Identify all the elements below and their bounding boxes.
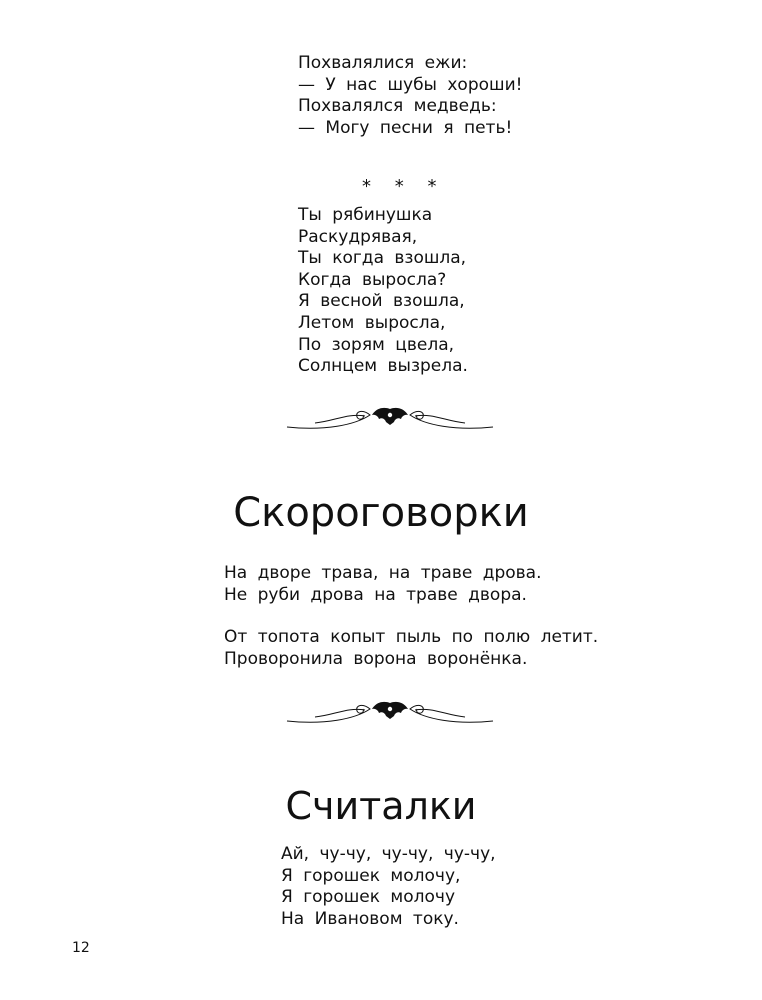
poem-line: Я горошек молочу, bbox=[281, 865, 461, 886]
text-line: На дворе трава, на траве дрова. bbox=[224, 563, 542, 583]
poem-line: — У нас шубы хороши! bbox=[298, 74, 523, 95]
counting-rhymes-stanza bbox=[281, 844, 496, 930]
bat-flourish-ornament-icon bbox=[285, 403, 495, 433]
tongue-twisters-group-2 bbox=[224, 627, 598, 670]
stanza-rowan bbox=[298, 205, 468, 378]
counting-rhymes-title: Считалки bbox=[285, 784, 477, 828]
poem-line: Летом выросла, bbox=[298, 312, 446, 333]
poem-line: Похвалялся медведь: bbox=[298, 96, 497, 117]
poem-line: Похвалялися ежи: bbox=[298, 53, 468, 73]
bat-flourish-ornament-icon bbox=[285, 697, 495, 727]
text-line: Не руби дрова на траве двора. bbox=[224, 584, 527, 605]
stanza-separator: * * * bbox=[362, 176, 446, 197]
poem-line: — Могу песни я петь! bbox=[298, 117, 513, 138]
stanza-boast bbox=[298, 53, 522, 139]
poem-line: По зорям цвела, bbox=[298, 334, 455, 355]
tongue-twisters-title: Скороговорки bbox=[233, 490, 529, 536]
poem-line: На Ивановом току. bbox=[281, 908, 459, 929]
text-line: От топота копыт пыль по полю летит. bbox=[224, 627, 599, 647]
page-number: 12 bbox=[72, 940, 90, 956]
poem-line: Ты когда взошла, bbox=[298, 248, 467, 269]
tongue-twisters-group-1 bbox=[224, 563, 542, 606]
poem-line: Я горошек молочу bbox=[281, 887, 456, 908]
text-line: Проворонила ворона воронёнка. bbox=[224, 648, 528, 669]
poem-line: Я весной взошла, bbox=[298, 291, 465, 312]
poem-line: Раскудрявая, bbox=[298, 226, 418, 247]
poem-line: Ты рябинушка bbox=[298, 205, 433, 225]
poem-line: Ай, чу-чу, чу-чу, чу-чу, bbox=[281, 844, 496, 864]
poem-line: Когда выросла? bbox=[298, 269, 447, 290]
poem-line: Солнцем вызрела. bbox=[298, 356, 468, 377]
